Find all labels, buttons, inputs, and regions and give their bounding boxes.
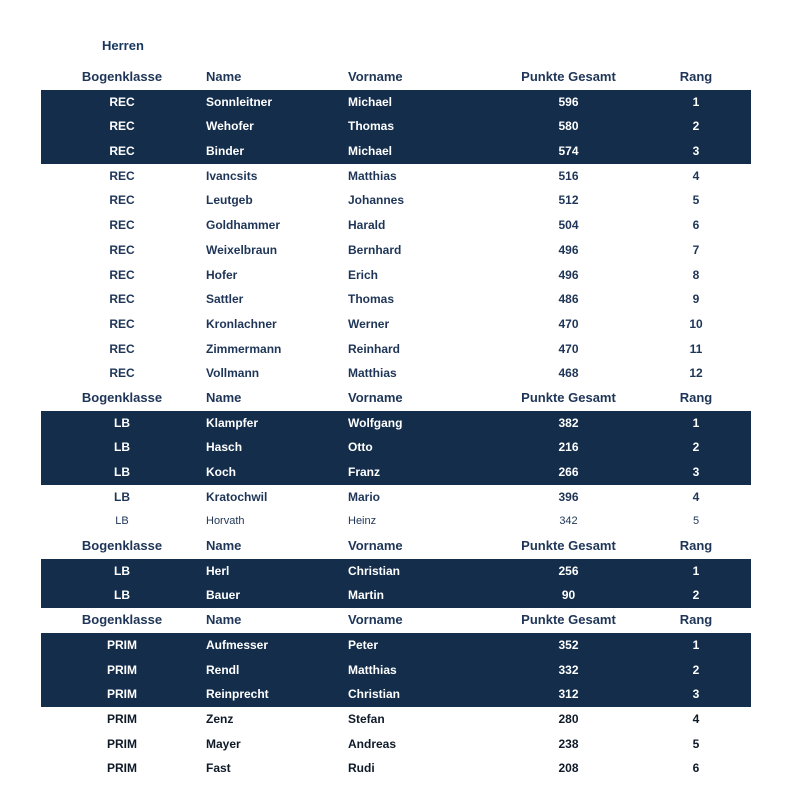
vorname-cell: Andreas: [348, 736, 397, 751]
name-cell: Reinprecht: [206, 687, 269, 702]
table-row-highlighted: [41, 435, 751, 460]
vorname-cell: Heinz: [348, 515, 377, 528]
vorname-cell: Mario: [348, 489, 381, 504]
name-cell: Aufmesser: [206, 637, 269, 652]
name-cell: Sattler: [206, 292, 244, 307]
punkte-cell: 396: [558, 489, 579, 504]
punkte-cell: 332: [558, 662, 579, 677]
rang-cell: 4: [692, 711, 700, 726]
vorname-cell: Stefan: [348, 711, 385, 726]
vorname-cell: Matthias: [348, 168, 397, 183]
rang-cell: 5: [692, 736, 700, 751]
bogenklasse-cell: PRIM: [107, 736, 137, 751]
table-row: [41, 337, 751, 362]
rang-cell: 11: [689, 341, 703, 356]
punkte-cell: 596: [558, 94, 579, 109]
punkte-cell: 486: [558, 292, 579, 307]
rang-cell: 5: [692, 193, 700, 208]
table-row-highlighted: [41, 559, 751, 584]
table-row-highlighted: [41, 583, 751, 608]
punkte-cell: 580: [558, 119, 579, 134]
rang-cell: 2: [692, 119, 700, 134]
name-cell: Klampfer: [206, 415, 259, 430]
table-row: [41, 164, 751, 189]
header-name-cell: Name: [206, 69, 242, 84]
vorname-cell: Otto: [348, 440, 373, 455]
table-row: [41, 756, 751, 781]
bogenklasse-cell: REC: [109, 168, 135, 183]
punkte-cell: 382: [558, 415, 579, 430]
bogenklasse-cell: PRIM: [107, 711, 137, 726]
punkte-cell: 470: [558, 341, 579, 356]
header-bogenklasse-cell: Bogenklasse: [81, 538, 163, 554]
rang-cell: 1: [692, 415, 700, 430]
name-cell: Leutgeb: [206, 193, 253, 208]
header-rang-cell: Rang: [679, 612, 713, 628]
vorname-cell: Christian: [348, 563, 401, 578]
bogenklasse-cell: REC: [109, 218, 135, 233]
bogenklasse-cell: LB: [115, 515, 129, 528]
vorname-cell: Michael: [348, 144, 393, 159]
rang-cell: 10: [689, 316, 703, 331]
name-cell: Kratochwil: [206, 489, 268, 504]
name-cell: Horvath: [206, 515, 245, 528]
name-cell: Vollmann: [206, 366, 260, 381]
header-vorname-cell: Vorname: [348, 538, 403, 554]
punkte-cell: 90: [561, 588, 576, 603]
vorname-cell: Erich: [348, 267, 379, 282]
name-cell: Sonnleitner: [206, 94, 273, 109]
punkte-cell: 256: [558, 563, 579, 578]
rang-cell: 1: [692, 637, 700, 652]
punkte-cell: 504: [558, 218, 579, 233]
rang-cell: 6: [692, 218, 700, 233]
vorname-cell: Wolfgang: [348, 415, 403, 430]
rang-cell: 5: [692, 515, 700, 528]
bogenklasse-cell: PRIM: [107, 761, 137, 776]
header-name-cell: Name: [206, 612, 242, 628]
table-row: [41, 485, 751, 510]
punkte-cell: 470: [558, 316, 579, 331]
table-header-row: [41, 65, 751, 90]
header-name-cell: Name: [206, 389, 242, 405]
vorname-cell: Matthias: [348, 662, 397, 677]
bogenklasse-cell: PRIM: [107, 687, 137, 702]
header-rang-cell: Rang: [679, 538, 713, 554]
table-row-highlighted: [41, 90, 751, 115]
name-cell: Herl: [206, 563, 230, 578]
bogenklasse-cell: REC: [109, 366, 135, 381]
table-row-highlighted: [41, 658, 751, 683]
rang-cell: 1: [692, 94, 700, 109]
punkte-cell: 280: [558, 711, 579, 726]
table-row: [41, 509, 751, 534]
table-row: [41, 361, 751, 386]
name-cell: Goldhammer: [206, 218, 281, 233]
vorname-cell: Peter: [348, 637, 379, 652]
table-header-row: [41, 386, 751, 411]
vorname-cell: Werner: [348, 316, 390, 331]
name-cell: Zimmermann: [206, 341, 282, 356]
header-name-cell: Name: [206, 538, 242, 554]
vorname-cell: Christian: [348, 687, 401, 702]
results-table: [41, 65, 751, 781]
rang-cell: 6: [692, 761, 700, 776]
vorname-cell: Bernhard: [348, 242, 402, 257]
rang-cell: 3: [692, 465, 700, 479]
rang-cell: 12: [689, 366, 703, 381]
name-cell: Bauer: [206, 588, 241, 603]
vorname-cell: Johannes: [348, 193, 405, 208]
table-row: [41, 312, 751, 337]
header-bogenklasse-cell: Bogenklasse: [81, 389, 163, 405]
punkte-cell: 496: [558, 267, 579, 282]
name-cell: Fast: [206, 761, 231, 776]
name-cell: Weixelbraun: [206, 242, 278, 257]
table-row: [41, 287, 751, 312]
punkte-cell: 496: [558, 242, 579, 257]
name-cell: Hasch: [206, 440, 243, 455]
header-rang-cell: Rang: [679, 389, 713, 405]
header-bogenklasse-cell: Bogenklasse: [81, 69, 163, 84]
rang-cell: 2: [692, 662, 700, 677]
rang-cell: 8: [692, 267, 700, 282]
vorname-cell: Franz: [348, 465, 381, 479]
bogenklasse-cell: REC: [109, 94, 135, 109]
name-cell: Wehofer: [206, 119, 254, 134]
punkte-cell: 468: [558, 366, 579, 381]
bogenklasse-cell: LB: [114, 415, 130, 430]
table-row: [41, 732, 751, 757]
rang-cell: 9: [692, 292, 700, 307]
rang-cell: 7: [692, 242, 700, 257]
header-punkte-cell: Punkte Gesamt: [521, 538, 616, 554]
name-cell: Rendl: [206, 662, 240, 677]
name-cell: Koch: [206, 465, 236, 479]
bogenklasse-cell: LB: [114, 465, 130, 479]
header-rang-cell: Rang: [679, 69, 713, 84]
table-row: [41, 263, 751, 288]
table-row-highlighted: [41, 411, 751, 436]
rang-cell: 4: [692, 489, 700, 504]
punkte-cell: 216: [558, 440, 579, 455]
table-row: [41, 238, 751, 263]
table-header-row: [41, 608, 751, 633]
vorname-cell: Thomas: [348, 292, 395, 307]
table-row: [41, 188, 751, 213]
bogenklasse-cell: PRIM: [107, 637, 137, 652]
table-row: [41, 707, 751, 732]
punkte-cell: 238: [558, 736, 579, 751]
bogenklasse-cell: REC: [109, 292, 135, 307]
bogenklasse-cell: REC: [109, 316, 135, 331]
bogenklasse-cell: REC: [109, 267, 135, 282]
punkte-cell: 516: [558, 168, 579, 183]
header-punkte-cell: Punkte Gesamt: [521, 69, 616, 84]
bogenklasse-cell: LB: [114, 588, 130, 603]
rang-cell: 2: [692, 440, 700, 455]
bogenklasse-cell: PRIM: [107, 662, 137, 677]
bogenklasse-cell: REC: [109, 193, 135, 208]
rang-cell: 2: [692, 588, 700, 603]
name-cell: Binder: [206, 144, 245, 159]
rang-cell: 4: [692, 168, 700, 183]
punkte-cell: 574: [558, 144, 579, 159]
bogenklasse-cell: REC: [109, 341, 135, 356]
vorname-cell: Michael: [348, 94, 393, 109]
bogenklasse-cell: LB: [114, 489, 130, 504]
bogenklasse-cell: LB: [114, 563, 130, 578]
name-cell: Kronlachner: [206, 316, 277, 331]
bogenklasse-cell: REC: [109, 119, 135, 134]
header-vorname-cell: Vorname: [348, 69, 403, 84]
rang-cell: 1: [692, 563, 700, 578]
header-punkte-cell: Punkte Gesamt: [521, 612, 616, 628]
name-cell: Ivancsits: [206, 168, 258, 183]
header-vorname-cell: Vorname: [348, 389, 403, 405]
table-row-highlighted: [41, 682, 751, 707]
header-punkte-cell: Punkte Gesamt: [521, 389, 616, 405]
page-title: Herren: [102, 38, 144, 53]
name-cell: Mayer: [206, 736, 241, 751]
table-row-highlighted: [41, 139, 751, 164]
bogenklasse-cell: REC: [109, 242, 135, 257]
vorname-cell: Thomas: [348, 119, 395, 134]
table-row: [41, 213, 751, 238]
bogenklasse-cell: LB: [114, 440, 130, 455]
name-cell: Zenz: [206, 711, 234, 726]
punkte-cell: 512: [558, 193, 579, 208]
vorname-cell: Harald: [348, 218, 386, 233]
punkte-cell: 342: [559, 515, 578, 528]
punkte-cell: 352: [558, 637, 579, 652]
punkte-cell: 208: [558, 761, 579, 776]
vorname-cell: Reinhard: [348, 341, 401, 356]
table-row-highlighted: [41, 460, 751, 485]
vorname-cell: Martin: [348, 588, 384, 603]
table-header-row: [41, 534, 751, 559]
vorname-cell: Matthias: [348, 366, 397, 381]
bogenklasse-cell: REC: [109, 144, 135, 159]
punkte-cell: 312: [558, 687, 579, 702]
name-cell: Hofer: [206, 267, 238, 282]
vorname-cell: Rudi: [348, 761, 375, 776]
header-bogenklasse-cell: Bogenklasse: [81, 612, 163, 628]
punkte-cell: 266: [558, 465, 579, 479]
rang-cell: 3: [692, 687, 700, 702]
header-vorname-cell: Vorname: [348, 612, 403, 628]
rang-cell: 3: [692, 144, 700, 159]
table-row-highlighted: [41, 633, 751, 658]
table-row-highlighted: [41, 114, 751, 139]
